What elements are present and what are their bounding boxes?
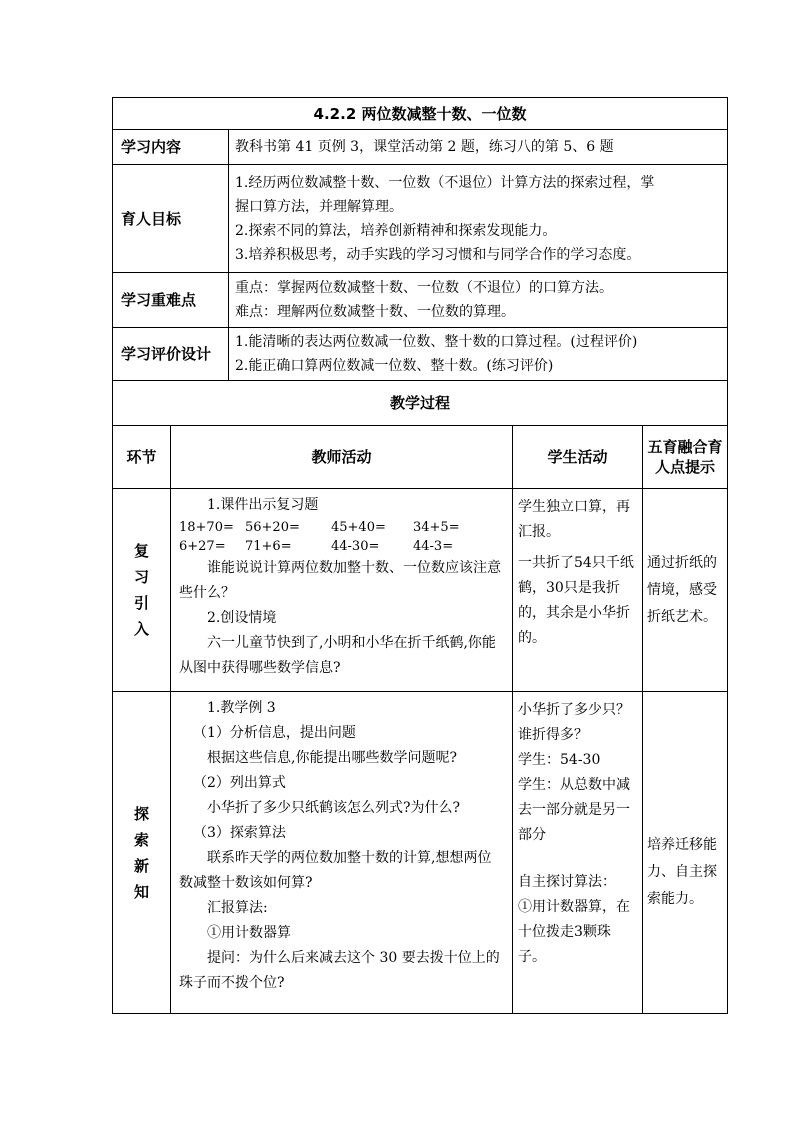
goals-value [229,165,728,273]
review-five-hint [643,489,728,692]
label-key-points: 学习重难点 [113,273,229,328]
student-text: 谁折得多？ [518,727,588,743]
goals-line: 3.培养积极思考，动手实践的学习习惯和与同学合作的学习态度。 [235,246,641,263]
calc-item: 18+70= [179,520,234,535]
evaluation-value [229,328,728,381]
review-calc-row [179,537,504,556]
review-calc-row [179,518,504,537]
calc-item: 56+20= [245,520,300,535]
student-text: 小华折了多少只？ [518,702,630,718]
teacher-text: （1）分析信息，提出问题 [193,725,356,741]
col-header-teacher: 教师活动 [171,426,513,489]
student-text: 一共折了54只千纸鹤，30只是我折的，其余是小华折的。 [518,555,634,646]
teacher-text: 1.教学例 3 [207,700,276,716]
review-scenario: 六一儿童节快到了,小明和小华在折千纸鹤,你能从图中获得哪些数学信息? [179,635,496,676]
explore-teacher-activity [171,692,513,1014]
teacher-text: 联系昨天学的两位数加整十数的计算,想想两位数减整十数该如何算? [179,850,492,891]
student-text: 学生：54-30 [518,752,601,768]
col-header-student: 学生活动 [513,426,643,489]
goals-line: 2.探索不同的算法，培养创新精神和探索发现能力。 [235,222,557,239]
evaluation-line: 2.能正确口算两位数减一位数、整十数。(练习评价) [235,358,554,374]
calc-item: 34+5= [413,520,460,535]
goals-line: 1.经历两位数减整十数、一位数（不退位）计算方法的探索过程，掌 [235,174,655,191]
five-hint-text: 通过折纸的情境，感受折纸艺术。 [647,554,717,625]
teacher-text: ①用计数器算 [207,925,291,941]
stage-explore: 探索新知 [113,692,171,1014]
teacher-text: （2）列出算式 [193,775,286,791]
student-text: 自主探讨算法： [518,874,616,890]
key-point-line: 难点：理解两位数减整十数、一位数的算理。 [235,304,515,320]
five-hint-text: 培养迁移能力、自主探索能力。 [647,837,717,907]
student-text: 学生：从总数中减去一部分就是另一部分 [518,777,630,843]
explore-five-hint [643,692,728,1014]
calc-item: 44-30= [331,539,380,554]
label-evaluation: 学习评价设计 [113,328,229,381]
teacher-text: 根据这些信息,你能提出哪些数学问题呢? [207,750,457,766]
student-text: 学生独立口算，再汇报。 [518,499,630,540]
label-goals: 育人目标 [113,165,229,273]
calc-item: 6+27= [179,539,226,554]
key-point-line: 重点：掌握两位数减整十数、一位数（不退位）的口算方法。 [235,280,613,296]
calc-item: 71+6= [245,539,292,554]
page-title: 4.2.2 两位数减整十数、一位数 [113,98,728,130]
process-title: 教学过程 [113,381,728,426]
col-header-stage: 环节 [113,426,171,489]
goals-line: 握口算方法，并理解算理。 [235,198,403,215]
review-student-activity [513,489,643,692]
teacher-text: （3）探索算法 [193,825,286,841]
key-points-value [229,273,728,328]
evaluation-line: 1.能清晰的表达两位数减一位数、整十数的口算过程。(过程评价) [235,334,638,350]
label-content: 学习内容 [113,130,229,165]
review-question: 谁能说说计算两位数加整十数、一位数应该注意些什么？ [179,560,501,601]
content-line: 教科书第 41 页例 3，课堂活动第 2 题，练习八的第 5、6 题 [235,139,614,155]
review-step: 2.创设情境 [207,610,277,626]
review-teacher-activity [171,489,513,692]
calc-item: 44-3= [413,539,454,554]
student-text: ①用计数器算，在十位拨走3颗珠子。 [518,899,630,965]
teacher-text: 提问：为什么后来减去这个 30 要去拨十位上的珠子而不拨个位? [179,950,500,991]
explore-student-activity [513,692,643,1014]
content-value [229,130,728,165]
teacher-text: 小华折了多少只纸鹤该怎么列式?为什么? [207,800,461,816]
review-heading: 1.课件出示复习题 [207,497,319,513]
col-header-five: 五育融合育人点提示 [643,426,728,489]
stage-review: 复习引入 [113,489,171,692]
calc-item: 45+40= [331,520,386,535]
lesson-plan-table [112,97,728,1014]
teacher-text: 汇报算法: [207,900,268,916]
